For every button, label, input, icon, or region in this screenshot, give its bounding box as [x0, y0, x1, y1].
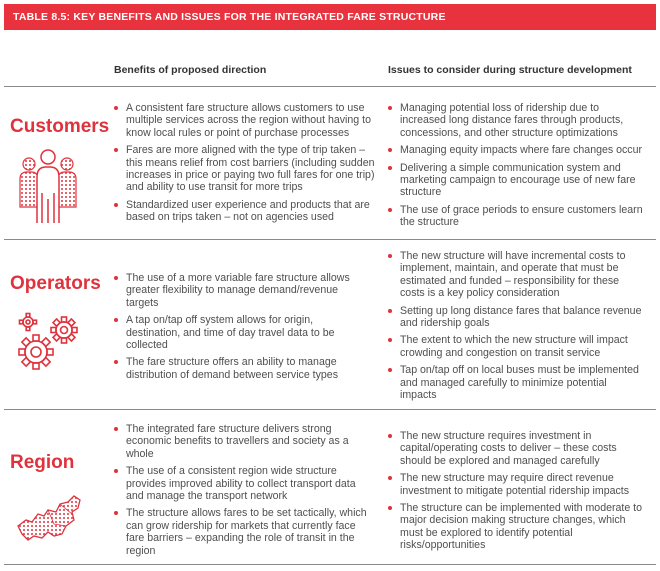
section-title: Customers	[10, 116, 110, 137]
list-item: The new structure may require direct revenue investment to mitigate potential ridership impacts	[388, 472, 646, 497]
list-item: Tap on/tap off on local buses must be implemented and managed carefully to minimize potential impacts	[388, 364, 646, 401]
customers-section	[4, 87, 656, 239]
region-issues-list	[388, 430, 646, 557]
table-bottom-rule	[4, 564, 656, 565]
list-item: The fare structure offers an ability to manage distribution of demand between service types	[114, 356, 354, 381]
list-item: Setting up long distance fares that balance revenue and ridership goals	[388, 305, 646, 330]
list-item: Fares are more aligned with the type of trip taken – this means relief from cost barriers (including sudden increases in price or paying two full fares for one trip) and ability to use transit for more trips	[114, 144, 379, 194]
list-item: The use of grace periods to ensure customers learn the structure	[388, 204, 646, 229]
list-item: The extent to which the new structure will impact crowding and congestion on transit service	[388, 334, 646, 359]
list-item: The use of a consistent region wide structure provides improved ability to collect transport data and manage the transport network	[114, 465, 372, 502]
section-title: Region	[10, 452, 75, 473]
operators-benefits-list	[114, 272, 354, 386]
list-item: The structure can be implemented with moderate to major decision making structure changes, which must be explored to identify potential risks/opportunities	[388, 502, 646, 552]
gears-icon	[14, 312, 84, 381]
list-item: Managing potential loss of ridership due to increased long distance fares through products, concessions, and other structure optimizations	[388, 102, 646, 139]
issues-column-header: Issues to consider during structure development	[388, 64, 632, 76]
list-item: The new structure requires investment in capital/operating costs to deliver – these costs should be explored and managed carefully	[388, 430, 646, 467]
list-item: A tap on/tap off system allows for origin, destination, and time of day travel data to be collected	[114, 314, 354, 351]
list-item: A consistent fare structure allows customers to use multiple services across the region without having to know local rules or point of purchase processes	[114, 102, 379, 139]
region-benefits-list	[114, 423, 372, 562]
region-section	[4, 410, 656, 564]
people-icon	[16, 147, 80, 230]
customers-issues-list	[388, 102, 646, 234]
list-item: Standardized user experience and products that are based on trips taken – not on agencies used	[114, 199, 379, 224]
list-item: The new structure will have incremental costs to implement, maintain, and operate that must be estimated and funded – responsibility for these costs is a key policy consideration	[388, 250, 646, 300]
list-item: Managing equity impacts where fare changes occur	[388, 144, 646, 156]
list-item: The integrated fare structure delivers strong economic benefits to travellers and society as a whole	[114, 423, 372, 460]
list-item: The structure allows fares to be set tactically, which can grow ridership for markets that currently face fare barriers – expanding the role of transit in the region	[114, 507, 372, 557]
map-icon	[14, 492, 86, 553]
table-title: TABLE 8.5: KEY BENEFITS AND ISSUES FOR THE INTEGRATED FARE STRUCTURE	[4, 4, 656, 30]
list-item: Delivering a simple communication system and marketing campaign to encourage use of new fare structure	[388, 162, 646, 199]
list-item: The use of a more variable fare structure allows greater flexibility to manage demand/revenue targets	[114, 272, 354, 309]
benefits-column-header: Benefits of proposed direction	[114, 64, 267, 76]
section-title: Operators	[10, 273, 101, 294]
operators-section	[4, 240, 656, 409]
operators-issues-list	[388, 250, 646, 406]
customers-benefits-list	[114, 102, 379, 229]
